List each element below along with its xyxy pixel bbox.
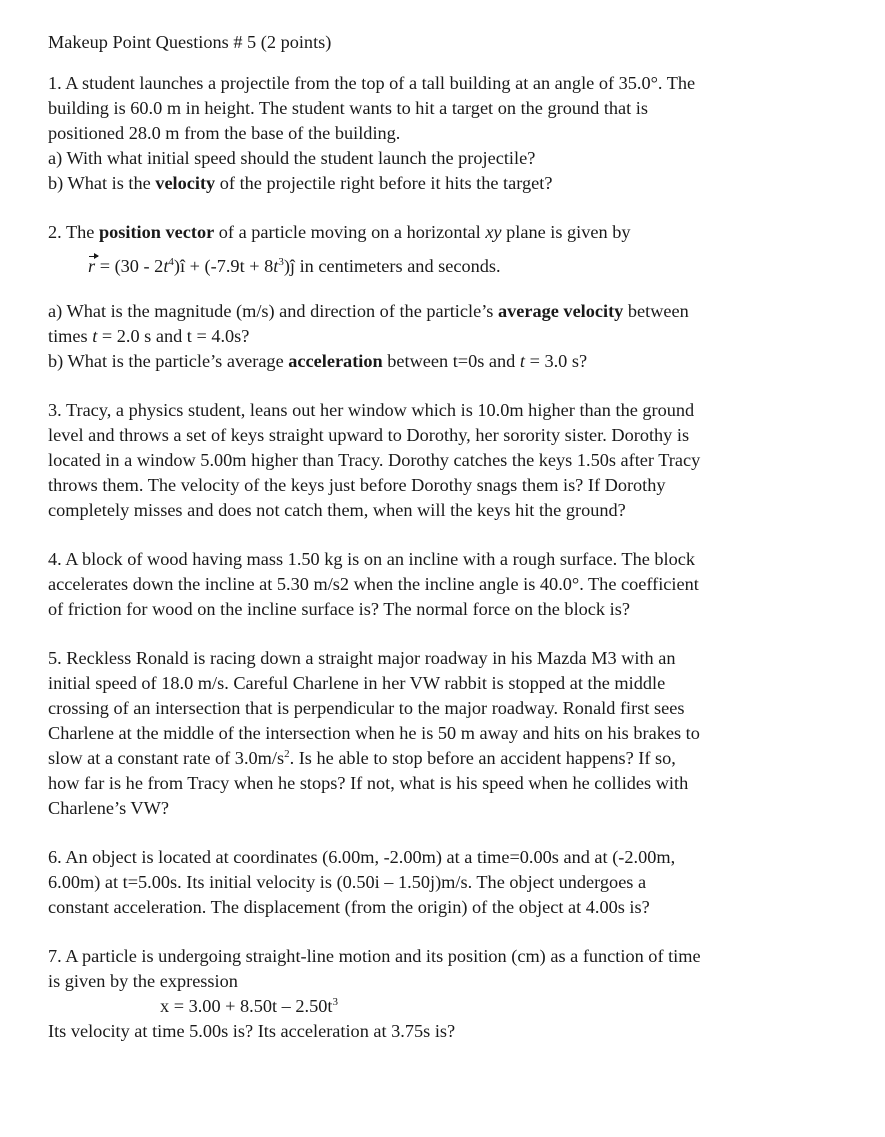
q5-line-2: initial speed of 18.0 m/s. Careful Charlene in her VW rabbit is stopped at the middle (48, 673, 666, 693)
q1-line-3: positioned 28.0 m from the base of the building. (48, 123, 401, 143)
question-2 (48, 220, 838, 374)
q1-part-b: b) What is the velocity of the projectile right before it hits the target? (48, 173, 553, 193)
q2-part-a-times: times t = 2.0 s and t = 4.0s? (48, 326, 250, 346)
question-4 (48, 547, 838, 622)
question-1 (48, 71, 838, 196)
q4-line-3: of friction for wood on the incline surface is? The normal force on the block is? (48, 599, 630, 619)
vector-r-symbol: r (88, 254, 95, 279)
q5-line-4: Charlene at the middle of the intersection when he is 50 m away and hits on his brakes to (48, 723, 700, 743)
q1-line-1: 1. A student launches a projectile from the top of a tall building at an angle of 35.0°. The (48, 73, 696, 93)
q7-line-1: 7. A particle is undergoing straight-line motion and its position (cm) as a function of time (48, 946, 701, 966)
question-3 (48, 398, 838, 523)
question-5 (48, 646, 838, 821)
page-title: Makeup Point Questions # 5 (2 points) (48, 32, 332, 52)
q4-line-2: accelerates down the incline at 5.30 m/s2 when the incline angle is 40.0°. The coefficient (48, 574, 699, 594)
q5-line-3: crossing of an intersection that is perpendicular to the major roadway. Ronald first sees (48, 698, 685, 718)
question-6 (48, 845, 838, 920)
q3-line-4: throws them. The velocity of the keys just before Dorothy snags them is? If Dorothy (48, 475, 666, 495)
q3-line-3: located in a window 5.00m higher than Tracy. Dorothy catches the keys 1.50s after Tracy (48, 450, 701, 470)
q6-line-2: 6.00m) at t=5.00s. Its initial velocity is (0.50i – 1.50j)m/s. The object undergoes a (48, 872, 647, 892)
q6-line-1: 6. An object is located at coordinates (6.00m, -2.00m) at a time=0.00s and at (-2.00m, (48, 847, 676, 867)
question-7 (48, 944, 838, 1044)
q2-position-equation: $r = (30 - 2t^4)î + (-7.9t$ + $8t^3)ĵ$ in centimeters and seconds. (48, 254, 838, 279)
q5-line-5: slow at a constant rate of $3.0m/s^2$. Is he able to stop before an accident happens? If so, (48, 747, 676, 768)
q5-line-7: Charlene’s VW? (48, 798, 169, 818)
q2-bold-avg-velocity: average velocity (497, 301, 624, 321)
q1-line-2: building is 60.0 m in height. The student wants to hit a target on the ground that is (48, 98, 649, 118)
q7-line-2: is given by the expression (48, 971, 238, 991)
q4-line-1: 4. A block of wood having mass 1.50 kg is on an incline with a rough surface. The block (48, 549, 696, 569)
q3-line-2: level and throws a set of keys straight upward to Dorothy, her sorority sister. Dorothy is (48, 425, 690, 445)
q7-line-3: Its velocity at time 5.00s is? Its acceleration at 3.75s is? (48, 1021, 456, 1041)
q1-part-a: a) With what initial speed should the student launch the projectile? (48, 148, 536, 168)
q2-part-a: a) What is the magnitude (m/s) and direction of the particle’s average velocity between (48, 301, 689, 321)
q5-line-6: how far is he from Tracy when he stops? If not, what is his speed when he collides with (48, 773, 689, 793)
q5-line-1: 5. Reckless Ronald is racing down a straight major roadway in his Mazda M3 with an (48, 648, 676, 668)
q7-position-equation: $x = 3.00 + 8.50t - 2.50t^3$ (160, 995, 338, 1016)
q6-line-3: constant acceleration. The displacement (from the origin) of the object at 4.00s is? (48, 897, 650, 917)
q2-bold-term: position vector (98, 222, 215, 242)
q2-bold-acceleration: acceleration (288, 351, 383, 371)
q3-line-5: completely misses and does not catch them, when will the keys hit the ground? (48, 500, 626, 520)
q2-intro: 2. The position vector of a particle moving on a horizontal xy plane is given by (48, 222, 631, 242)
document-page (48, 30, 838, 1068)
q3-line-1: 3. Tracy, a physics student, leans out her window which is 10.0m higher than the ground (48, 400, 695, 420)
q2-part-b: b) What is the particle’s average acceleration between t=0s and t = 3.0 s? (48, 351, 588, 371)
q1-bold-term: velocity (155, 173, 216, 193)
